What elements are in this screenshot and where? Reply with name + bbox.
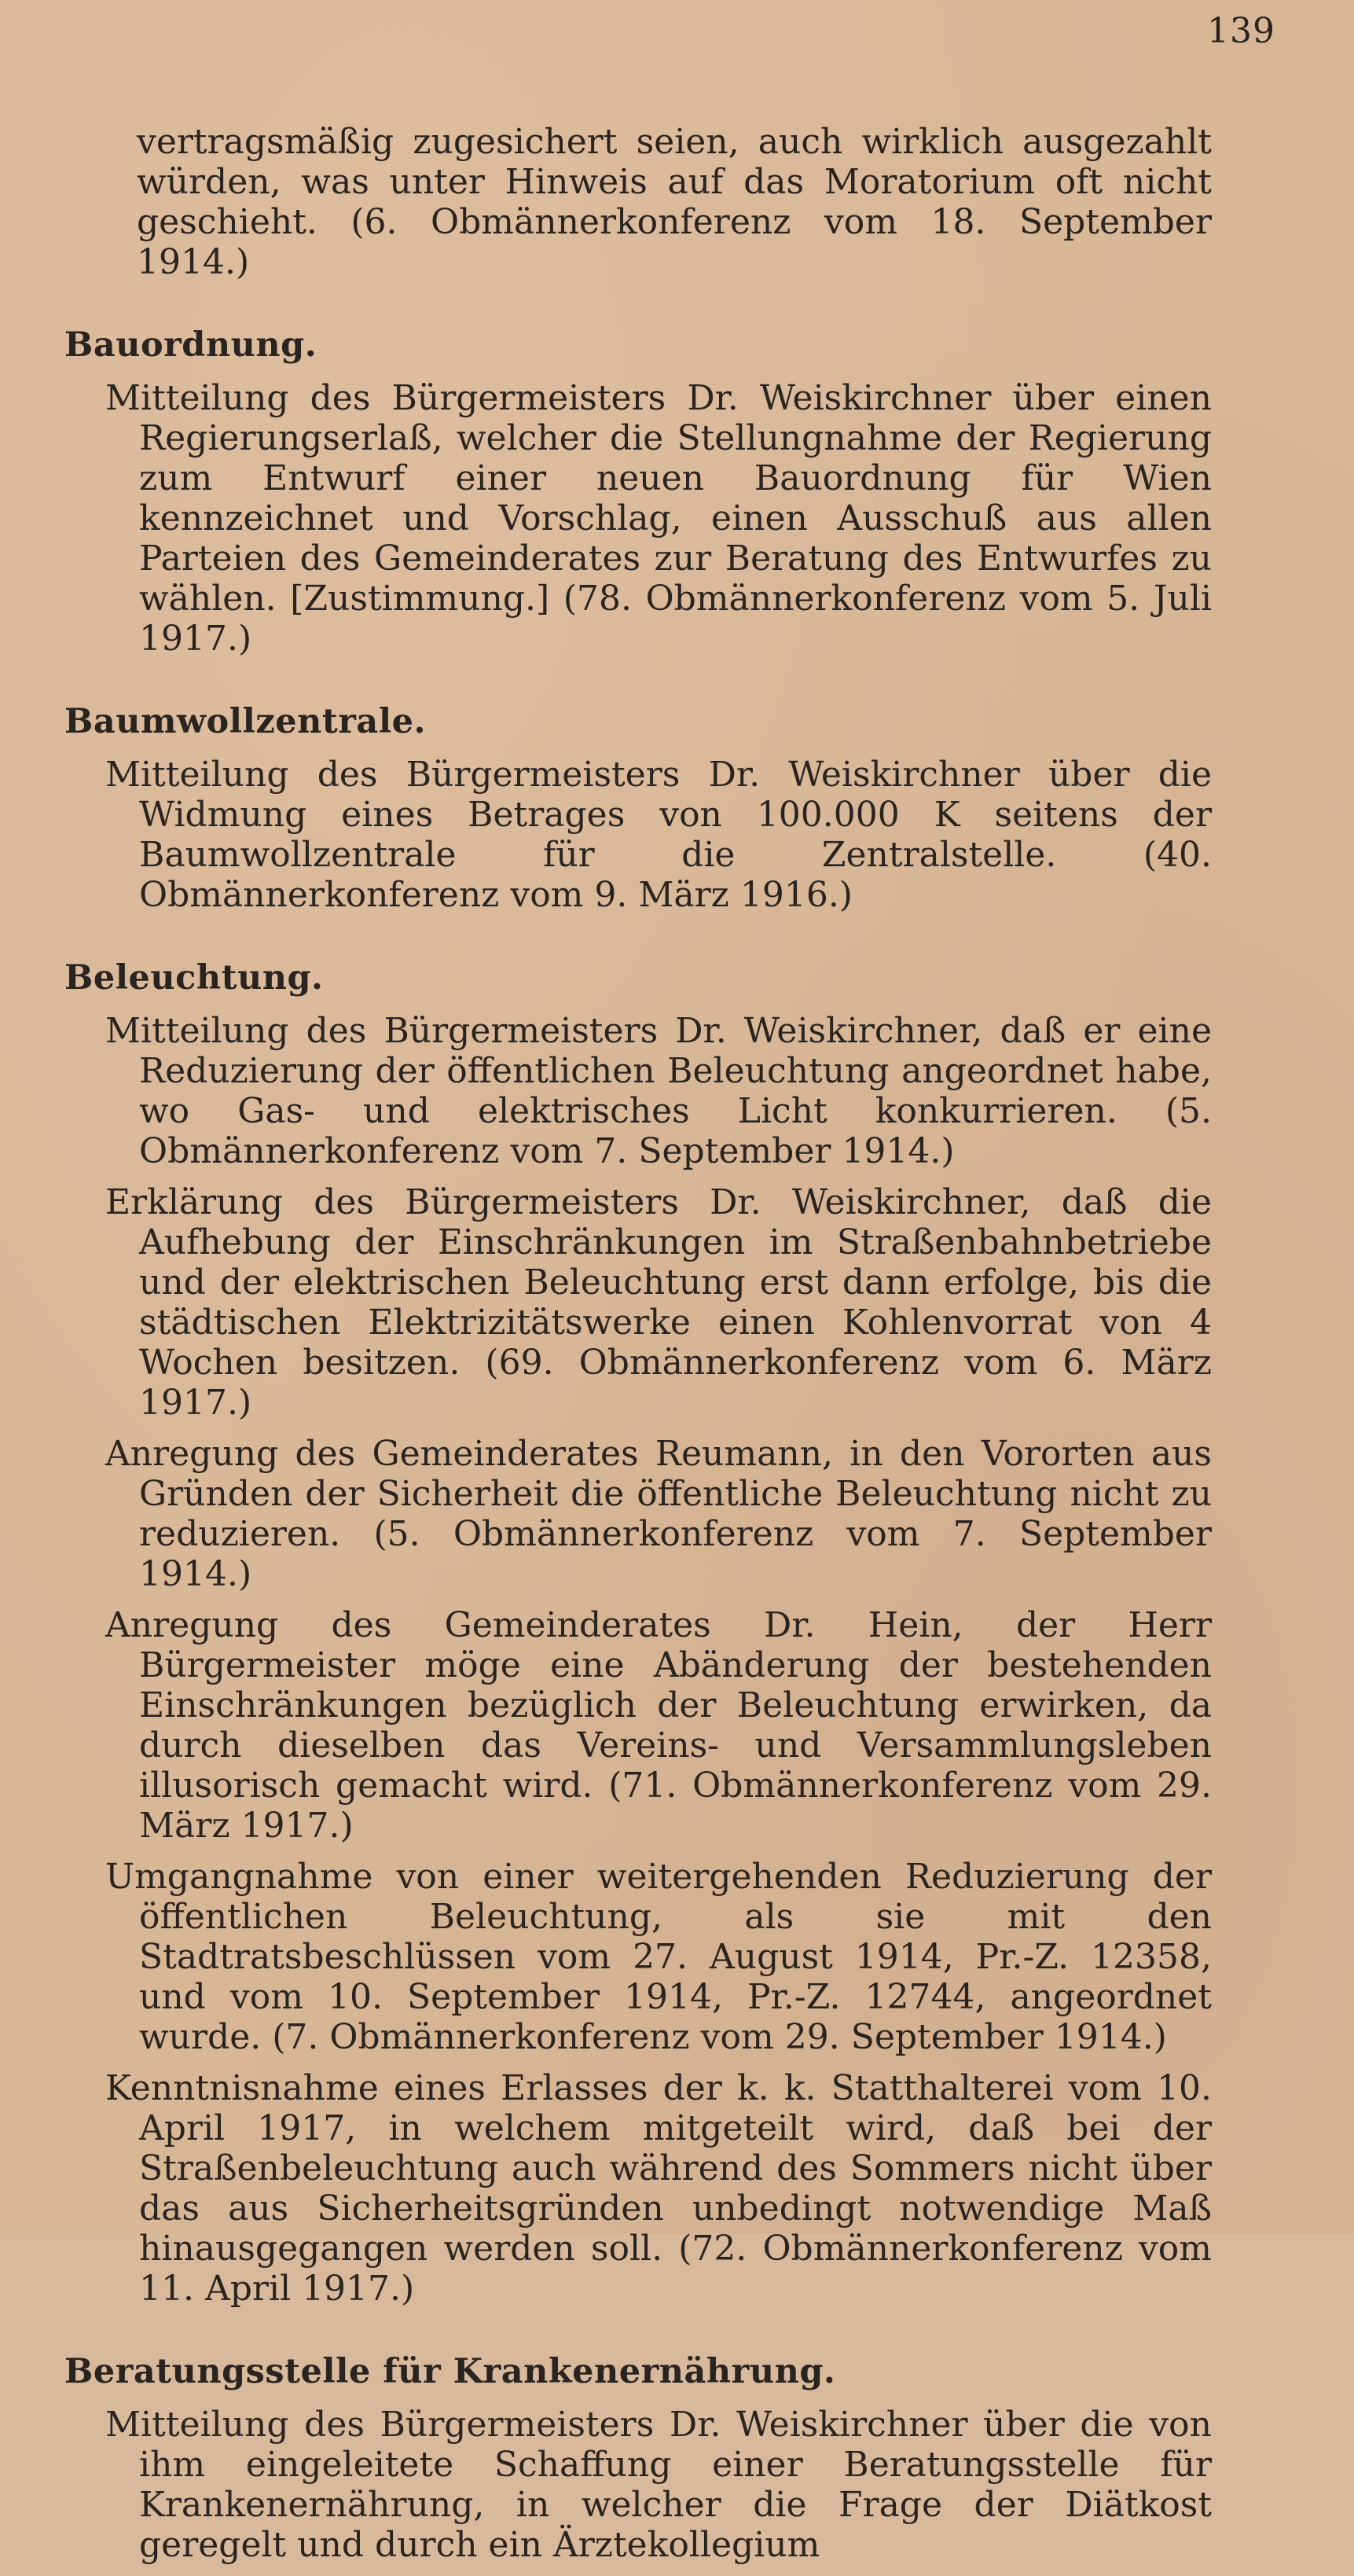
entry: Mitteilung des Bürgermeisters Dr. Weiskirchner, daß er eine Reduzierung der öffentlichen Beleuchtung angeordnet habe, wo Gas- und elektrisches Licht konkurrieren. (5. Obmännerkonferenz vom 7. September 1914.)	[105, 1011, 1212, 1171]
entry: Umgangnahme von einer weitergehenden Reduzierung der öffentlichen Beleuchtung, als sie mit den Stadtratsbeschlüssen vom 27. August 1914, Pr.-Z. 12358, und vom 10. September 1914, Pr.-Z. 12744, angeordnet wurde. (7. Obmännerkonferenz vom 29. September 1914.)	[105, 1857, 1212, 2057]
section-heading: Baumwollzentrale.	[64, 702, 426, 741]
entry: Anregung des Gemeinderates Dr. Hein, der Herr Bürgermeister möge eine Abänderung der bestehenden Einschränkungen bezüglich der Beleuchtung erwirken, da durch dieselben das Vereins- und Versammlungsleben illusorisch gemacht wird. (71. Obmännerkonferenz vom 29. März 1917.)	[105, 1605, 1212, 1846]
section-baumwollzentrale	[64, 700, 1212, 915]
entry: Mitteilung des Bürgermeisters Dr. Weiskirchner über die Widmung eines Betrages von 100.000 K seitens der Baumwollzentrale für die Zentralstelle. (40. Obmännerkonferenz vom 9. März 1916.)	[105, 755, 1212, 915]
entry: Mitteilung des Bürgermeisters Dr. Weiskirchner über die von ihm eingeleitete Schaffung einer Beratungsstelle für Krankenernährung, in welcher die Frage der Diätkost geregelt und durch ein Ärztekollegium	[105, 2405, 1212, 2565]
page-content	[64, 122, 1212, 2576]
section-beleuchtung	[64, 956, 1212, 2309]
section-beratungsstelle	[64, 2350, 1212, 2565]
entry: Mitteilung des Bürgermeisters Dr. Weiskirchner über einen Regierungserlaß, welcher die Stellungnahme der Regierung zum Entwurf einer neuen Bauordnung für Wien kennzeichnet und Vorschlag, einen Ausschuß aus allen Parteien des Gemeinderates zur Beratung des Entwurfes zu wählen. [Zustimmung.] (78. Obmännerkonferenz vom 5. Juli 1917.)	[105, 378, 1212, 659]
entry: Kenntnisnahme eines Erlasses der k. k. Statthalterei vom 10. April 1917, in welchem mitgeteilt wird, daß bei der Straßenbeleuchtung auch während des Sommers nicht über das aus Sicherheitsgründen unbedingt notwendige Maß hinausgegangen werden soll. (72. Obmännerkonferenz vom 11. April 1917.)	[105, 2068, 1212, 2309]
section-heading: Beleuchtung.	[64, 958, 324, 998]
section-bauordnung	[64, 323, 1212, 659]
page-number: 139	[1207, 11, 1275, 51]
entry: Erklärung des Bürgermeisters Dr. Weiskirchner, daß die Aufhebung der Einschränkungen im Straßenbahnbetriebe und der elektrischen Beleuchtung erst dann erfolge, bis die städtischen Elektrizitätswerke einen Kohlenvorrat von 4 Wochen besitzen. (69. Obmännerkonferenz vom 6. März 1917.)	[105, 1182, 1212, 1423]
entry: Anregung des Gemeinderates Reumann, in den Vororten aus Gründen der Sicherheit die öffentliche Beleuchtung nicht zu reduzieren. (5. Obmännerkonferenz vom 7. September 1914.)	[105, 1434, 1212, 1594]
section-heading: Beratungsstelle für Krankenernährung.	[64, 2352, 836, 2391]
section-heading: Bauordnung.	[64, 325, 317, 365]
continued-entry: vertragsmäßig zugesichert seien, auch wirklich ausgezahlt würden, was unter Hinweis auf das Moratorium oft nicht geschieht. (6. Obmännerkonferenz vom 18. September 1914.)	[137, 122, 1212, 282]
